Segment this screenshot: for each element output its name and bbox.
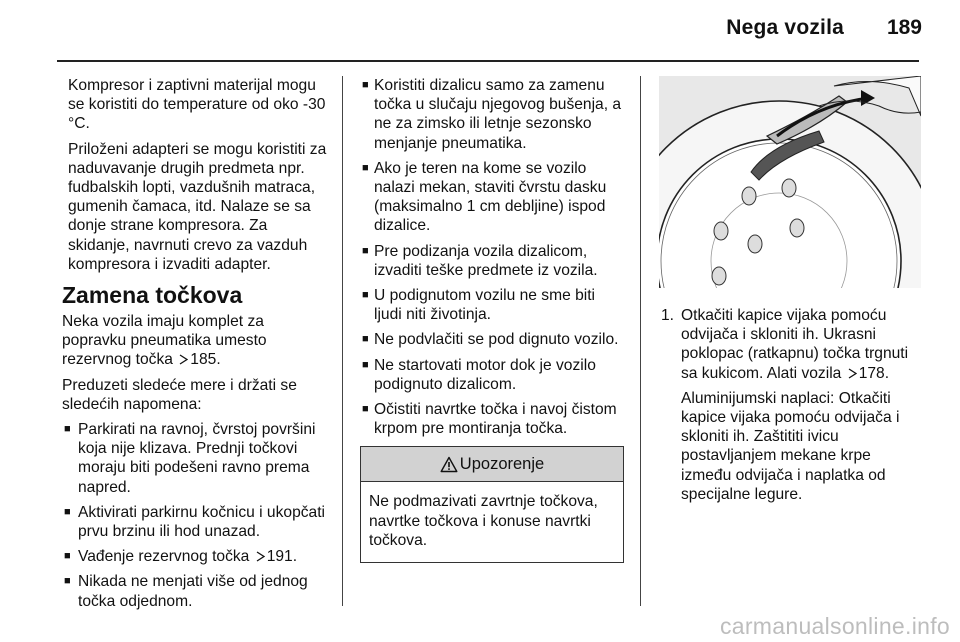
wheel-illustration-svg [659,76,921,288]
list-item: ■ Ne startovati motor dok je vozilo podignuto dizalicom. [362,356,596,393]
warning-header [361,447,623,482]
bullet-icon: ■ [64,505,71,518]
page-reference-icon [848,368,857,379]
tools-page-ref[interactable]: 178. [858,364,890,382]
list-item: ■ Ako je teren na kome se vozilo nalazi mekan, staviti čvrstu dasku (maksimalno 1 cm debljine) ispod dizalice. [362,159,607,235]
list-item: ■ Parkirati na ravnoj, čvrstoj površini koja nije klizava. Prednji točkovi moraju biti podešeni ravno prema napred. [64,421,316,496]
warning-text: Ne podmazivati zavrtnje točkova, navrtke točkova i konuse navrtki točkova. [369,493,598,549]
bullet-icon: ■ [64,575,71,588]
list-item: ■ Pre podizanja vozila dizalicom, izvaditi teške predmete iz vozila. [362,242,598,279]
section-heading: Zamena točkova [62,282,243,309]
step-number: 1. [661,307,675,324]
measures-paragraph: Preduzeti sledeće mere i držati se sledećih napomena: [62,376,297,413]
column-right [659,76,921,510]
compressor-temperature-paragraph: Kompresor i zaptivni materijal mogu se koristiti do temperature od oko -30 °C. [68,77,326,133]
list-item: ■ Ne podvlačiti se pod dignuto vozilo. [362,331,619,349]
step-item [659,306,921,504]
bullet-icon: ■ [362,333,369,346]
alloy-wheel-note: Aluminijumski naplaci: Otkačiti kapice vijaka pomoću odvijača i skloniti ih. Zaštititi ivicu postavljanjem mekane krpe između odvijača i naplatka od specijalne legure. [681,389,900,503]
warning-box [360,446,624,563]
bullet-icon: ■ [362,79,369,91]
safety-list [62,420,330,611]
watermark: carmanualsonline.info [719,613,950,639]
list-item: ■ Koristiti dizalicu samo za zamenu točka u slučaju njegovog bušenja, a ne za zimsko ili letnje sezonsko menjanje pneumatika. [362,77,622,152]
list-item: ■ Aktivirati parkirnu kočnicu i ukopčati prvu brzinu ili hod unazad. [64,503,326,541]
column-divider [640,76,641,606]
bullet-icon: ■ [64,550,71,563]
list-item: ■ Nikada ne menjati više od jednog točka odjednom. [64,573,308,610]
page-reference-icon [256,551,265,562]
bullet-icon: ■ [362,161,369,174]
column-divider [342,76,343,606]
step-instruction: Otkačiti kapice vijaka pomoću odvijača i skloniti ih. Ukrasni poklopac (ratkapnu) točka trgnuti sa kukicom. Alati vozila 178. [681,307,909,382]
jack-safety-list [360,76,624,438]
column-left [62,76,330,617]
wheel-cover-removal-illustration [659,76,921,288]
compressor-notes [62,76,330,274]
adapter-paragraph: Priloženi adapteri se mogu koristiti za naduvavanje drugih predmeta npr. fudbalskih lopti, vazdušnih matraca, gumenih čamaca, itd. Nalaze se sa donje strane kompresora. Za skidanje, navrnuti crevo za vazduh kompresora i izvaditi adapter. [68,140,327,273]
column-middle [360,76,624,563]
procedure-steps [659,306,921,504]
bullet-icon: ■ [64,423,71,436]
page-number: 189 [886,16,922,39]
spare-wheel-page-ref[interactable]: 191. [266,548,298,566]
page-reference-icon [179,354,188,365]
bullet-icon: ■ [362,289,369,302]
warning-triangle-icon [440,456,458,473]
bullet-icon: ■ [362,244,369,257]
repair-kit-page-ref[interactable]: 185. [190,351,221,369]
header-divider [57,60,919,62]
list-item: ■ Očistiti navrtke točka i navoj čistom krpom pre montiranja točka. [362,401,617,438]
bullet-icon: ■ [362,403,369,416]
bullet-icon: ■ [362,358,369,371]
section-title: Nega vozila [726,16,844,39]
list-item: ■ U podignutom vozilu ne sme biti ljudi niti životinja. [362,287,596,324]
repair-kit-paragraph: Neka vozila imaju komplet za popravku pneumatika umesto rezervnog točka 185. [62,313,267,369]
list-item: ■ Vađenje rezervnog točka 191. [64,548,298,566]
warning-title: Upozorenje [459,454,545,473]
